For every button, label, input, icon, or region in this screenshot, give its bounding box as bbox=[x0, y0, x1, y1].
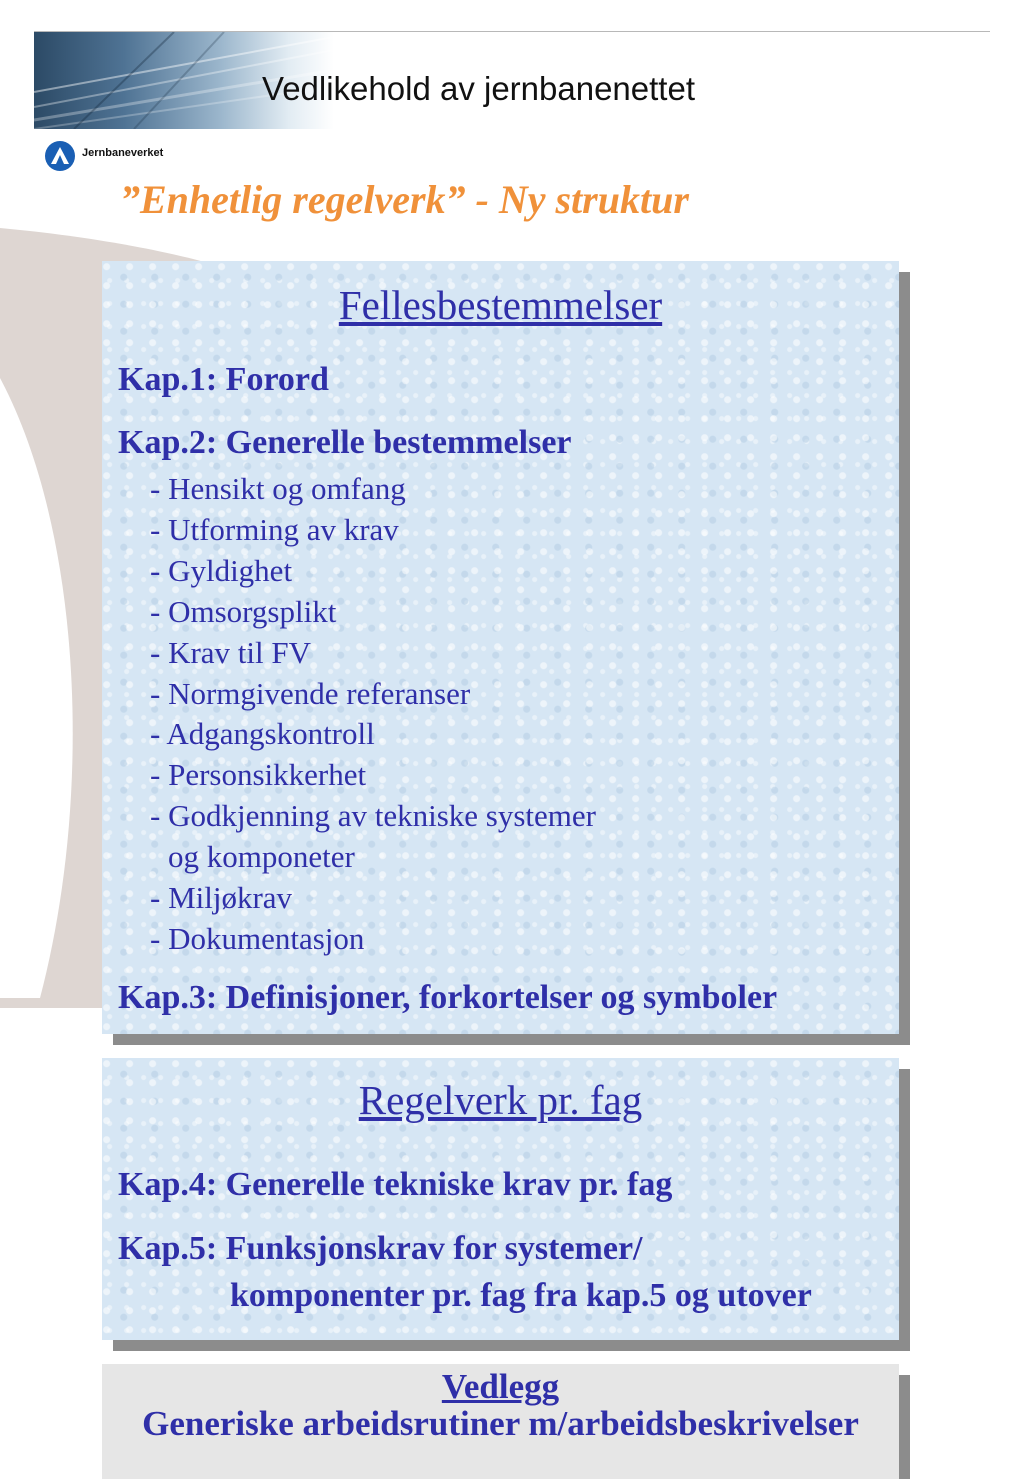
vedlegg-heading: Vedlegg bbox=[441, 1367, 560, 1406]
fellesbestemmelser-heading: Fellesbestemmelser bbox=[338, 282, 663, 328]
regelverk-heading: Regelverk pr. fag bbox=[358, 1077, 643, 1123]
slide-header-title: Vedlikehold av jernbanenettet bbox=[262, 70, 695, 107]
logo-mark-icon bbox=[44, 140, 76, 172]
kap3-label: Kap.3: Definisjoner, forkortelser og symboler bbox=[118, 979, 778, 1016]
kap1-label: Kap.1: Forord bbox=[118, 361, 329, 398]
list-item: - Miljøkrav bbox=[150, 880, 293, 916]
list-item: og komponeter bbox=[168, 839, 355, 875]
vedlegg-text: Generiske arbeidsrutiner m/arbeidsbeskrivelser bbox=[142, 1404, 859, 1443]
kap4-label: Kap.4: Generelle tekniske krav pr. fag bbox=[118, 1166, 673, 1203]
list-item: - Utforming av krav bbox=[150, 511, 399, 547]
logo-text: Jernbaneverket bbox=[82, 147, 164, 159]
vedlegg-box bbox=[102, 1364, 899, 1479]
kap2-subitems-list bbox=[150, 469, 596, 960]
list-item: - Dokumentasjon bbox=[150, 920, 365, 956]
kap2-label: Kap.2: Generelle bestemmelser bbox=[118, 424, 572, 461]
list-item: - Adgangskontroll bbox=[150, 716, 375, 752]
slide-headline: ”Enhetlig regelverk” - Ny struktur bbox=[120, 177, 689, 222]
list-item: - Normgivende referanser bbox=[150, 675, 471, 711]
kap5-label-line2: komponenter pr. fag fra kap.5 og utover bbox=[230, 1277, 812, 1314]
list-item: - Personsikkerhet bbox=[150, 757, 367, 793]
list-item: - Godkjenning av tekniske systemer bbox=[150, 798, 596, 834]
regelverk-pr-fag-box bbox=[102, 1058, 899, 1340]
list-item: - Krav til FV bbox=[150, 634, 312, 670]
fellesbestemmelser-box bbox=[102, 261, 899, 1034]
list-item: - Omsorgsplikt bbox=[150, 593, 337, 629]
kap5-label-line1: Kap.5: Funksjonskrav for systemer/ bbox=[118, 1230, 643, 1267]
list-item: - Gyldighet bbox=[150, 552, 293, 588]
jernbaneverket-logo bbox=[44, 140, 194, 170]
list-item: - Hensikt og omfang bbox=[150, 471, 406, 506]
